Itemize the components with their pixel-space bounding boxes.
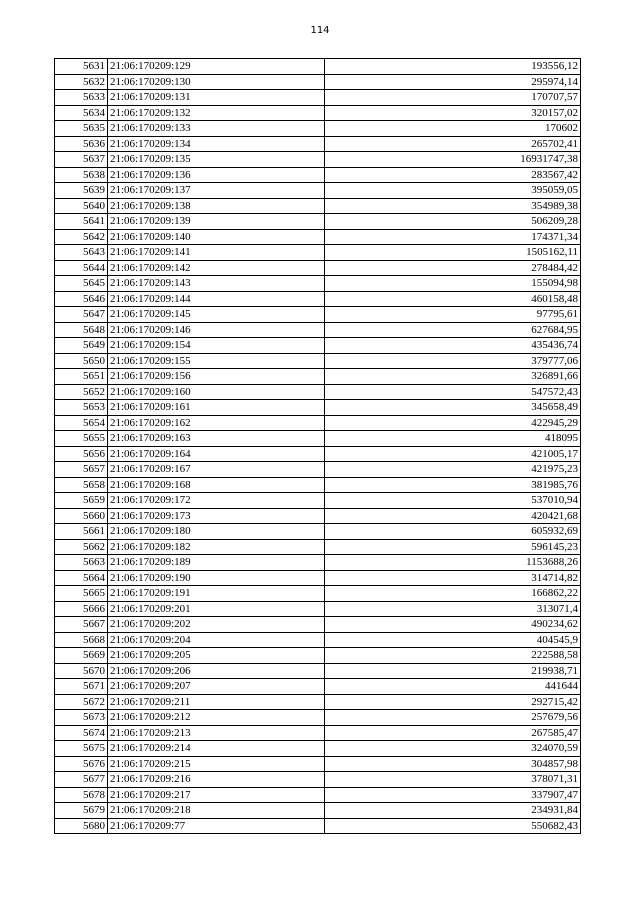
cadastral-value-cell: 283567,42 — [325, 167, 581, 183]
table-row — [55, 229, 581, 245]
cadastral-value-cell: 257679,56 — [325, 710, 581, 726]
cadastral-number-cell: 21:06:170209:145 — [108, 307, 325, 323]
cadastral-value-cell: 550682,43 — [325, 818, 581, 834]
table-row — [55, 601, 581, 617]
cadastral-value-cell: 1153688,26 — [325, 555, 581, 571]
table-row — [55, 539, 581, 555]
table-row — [55, 787, 581, 803]
cadastral-value-cell: 420421,68 — [325, 508, 581, 524]
cadastral-number-cell: 21:06:170209:182 — [108, 539, 325, 555]
row-number-cell: 5670 — [55, 663, 108, 679]
cadastral-number-cell: 21:06:170209:207 — [108, 679, 325, 695]
cadastral-number-cell: 21:06:170209:140 — [108, 229, 325, 245]
table-row — [55, 136, 581, 152]
row-number-cell: 5678 — [55, 787, 108, 803]
table-row — [55, 384, 581, 400]
table-row — [55, 803, 581, 819]
cadastral-number-cell: 21:06:170209:135 — [108, 152, 325, 168]
cadastral-number-cell: 21:06:170209:212 — [108, 710, 325, 726]
cadastral-number-cell: 21:06:170209:206 — [108, 663, 325, 679]
cadastral-number-cell: 21:06:170209:143 — [108, 276, 325, 292]
row-number-cell: 5669 — [55, 648, 108, 664]
cadastral-value-cell: 16931747,38 — [325, 152, 581, 168]
cadastral-value-cell: 435436,74 — [325, 338, 581, 354]
table-row — [55, 369, 581, 385]
cadastral-value-cell: 313071,4 — [325, 601, 581, 617]
cadastral-number-cell: 21:06:170209:189 — [108, 555, 325, 571]
table-row — [55, 570, 581, 586]
table-row — [55, 679, 581, 695]
table-row — [55, 586, 581, 602]
cadastral-value-cell: 421975,23 — [325, 462, 581, 478]
cadastral-value-cell: 378071,31 — [325, 772, 581, 788]
cadastral-value-cell: 354989,38 — [325, 198, 581, 214]
cadastral-number-cell: 21:06:170209:205 — [108, 648, 325, 664]
row-number-cell: 5671 — [55, 679, 108, 695]
table-row — [55, 446, 581, 462]
row-number-cell: 5664 — [55, 570, 108, 586]
row-number-cell: 5637 — [55, 152, 108, 168]
row-number-cell: 5666 — [55, 601, 108, 617]
table-row — [55, 710, 581, 726]
cadastral-number-cell: 21:06:170209:144 — [108, 291, 325, 307]
cadastral-number-cell: 21:06:170209:137 — [108, 183, 325, 199]
row-number-cell: 5680 — [55, 818, 108, 834]
table-row — [55, 74, 581, 90]
cadastral-value-cell: 379777,06 — [325, 353, 581, 369]
table-row — [55, 214, 581, 230]
table-row — [55, 694, 581, 710]
cadastral-value-cell: 222588,58 — [325, 648, 581, 664]
cadastral-value-cell: 320157,02 — [325, 105, 581, 121]
cadastral-value-cell: 460158,48 — [325, 291, 581, 307]
cadastral-number-cell: 21:06:170209:155 — [108, 353, 325, 369]
row-number-cell: 5663 — [55, 555, 108, 571]
cadastral-value-cell: 441644 — [325, 679, 581, 695]
cadastral-value-cell: 265702,41 — [325, 136, 581, 152]
cadastral-value-cell: 337907,47 — [325, 787, 581, 803]
cadastral-number-cell: 21:06:170209:201 — [108, 601, 325, 617]
table-row — [55, 508, 581, 524]
cadastral-value-cell: 304857,98 — [325, 756, 581, 772]
table-row — [55, 493, 581, 509]
cadastral-number-cell: 21:06:170209:214 — [108, 741, 325, 757]
row-number-cell: 5665 — [55, 586, 108, 602]
table-row — [55, 415, 581, 431]
table-row — [55, 245, 581, 261]
cadastral-number-cell: 21:06:170209:139 — [108, 214, 325, 230]
table-row — [55, 90, 581, 106]
cadastral-number-cell: 21:06:170209:160 — [108, 384, 325, 400]
row-number-cell: 5648 — [55, 322, 108, 338]
table-row — [55, 477, 581, 493]
row-number-cell: 5655 — [55, 431, 108, 447]
row-number-cell: 5675 — [55, 741, 108, 757]
table-row — [55, 617, 581, 633]
cadastral-value-cell: 537010,94 — [325, 493, 581, 509]
row-number-cell: 5658 — [55, 477, 108, 493]
cadastral-number-cell: 21:06:170209:133 — [108, 121, 325, 137]
row-number-cell: 5673 — [55, 710, 108, 726]
row-number-cell: 5677 — [55, 772, 108, 788]
cadastral-value-cell: 418095 — [325, 431, 581, 447]
row-number-cell: 5657 — [55, 462, 108, 478]
page-number: 114 — [310, 25, 330, 36]
table-row — [55, 59, 581, 75]
cadastral-value-cell: 421005,17 — [325, 446, 581, 462]
cadastral-value-cell: 267585,47 — [325, 725, 581, 741]
cadastral-value-cell: 490234,62 — [325, 617, 581, 633]
cadastral-value-cell: 381985,76 — [325, 477, 581, 493]
table-row — [55, 400, 581, 416]
cadastral-number-cell: 21:06:170209:146 — [108, 322, 325, 338]
table-row — [55, 276, 581, 292]
row-number-cell: 5631 — [55, 59, 108, 75]
cadastral-number-cell: 21:06:170209:162 — [108, 415, 325, 431]
row-number-cell: 5679 — [55, 803, 108, 819]
table-row — [55, 260, 581, 276]
table-row — [55, 524, 581, 540]
cadastral-value-cell: 596145,23 — [325, 539, 581, 555]
table-row — [55, 756, 581, 772]
row-number-cell: 5654 — [55, 415, 108, 431]
cadastral-number-cell: 21:06:170209:132 — [108, 105, 325, 121]
table-row — [55, 555, 581, 571]
table-row — [55, 121, 581, 137]
table-row — [55, 772, 581, 788]
table-row — [55, 663, 581, 679]
row-number-cell: 5660 — [55, 508, 108, 524]
cadastral-value-cell: 422945,29 — [325, 415, 581, 431]
row-number-cell: 5641 — [55, 214, 108, 230]
cadastral-number-cell: 21:06:170209:190 — [108, 570, 325, 586]
table-row — [55, 725, 581, 741]
cadastral-value-cell: 174371,34 — [325, 229, 581, 245]
table-row — [55, 105, 581, 121]
cadastral-value-cell: 395059,05 — [325, 183, 581, 199]
cadastral-number-cell: 21:06:170209:77 — [108, 818, 325, 834]
table-row — [55, 353, 581, 369]
row-number-cell: 5639 — [55, 183, 108, 199]
row-number-cell: 5656 — [55, 446, 108, 462]
cadastral-number-cell: 21:06:170209:218 — [108, 803, 325, 819]
cadastral-number-cell: 21:06:170209:136 — [108, 167, 325, 183]
row-number-cell: 5636 — [55, 136, 108, 152]
row-number-cell: 5661 — [55, 524, 108, 540]
cadastral-value-cell: 292715,42 — [325, 694, 581, 710]
cadastral-value-cell: 326891,66 — [325, 369, 581, 385]
row-number-cell: 5652 — [55, 384, 108, 400]
cadastral-value-cell: 345658,49 — [325, 400, 581, 416]
table-row — [55, 431, 581, 447]
cadastral-number-cell: 21:06:170209:141 — [108, 245, 325, 261]
cadastral-value-cell: 605932,69 — [325, 524, 581, 540]
cadastral-number-cell: 21:06:170209:138 — [108, 198, 325, 214]
row-number-cell: 5642 — [55, 229, 108, 245]
cadastral-value-cell: 170602 — [325, 121, 581, 137]
cadastral-number-cell: 21:06:170209:172 — [108, 493, 325, 509]
row-number-cell: 5651 — [55, 369, 108, 385]
cadastral-number-cell: 21:06:170209:154 — [108, 338, 325, 354]
cadastral-number-cell: 21:06:170209:213 — [108, 725, 325, 741]
table-row — [55, 741, 581, 757]
cadastral-number-cell: 21:06:170209:217 — [108, 787, 325, 803]
cadastral-number-cell: 21:06:170209:204 — [108, 632, 325, 648]
row-number-cell: 5659 — [55, 493, 108, 509]
cadastral-value-cell: 155094,98 — [325, 276, 581, 292]
row-number-cell: 5653 — [55, 400, 108, 416]
cadastral-number-cell: 21:06:170209:161 — [108, 400, 325, 416]
row-number-cell: 5672 — [55, 694, 108, 710]
row-number-cell: 5676 — [55, 756, 108, 772]
table-row — [55, 818, 581, 834]
row-number-cell: 5649 — [55, 338, 108, 354]
table-row — [55, 632, 581, 648]
row-number-cell: 5643 — [55, 245, 108, 261]
cadastral-value-cell: 234931,84 — [325, 803, 581, 819]
cadastral-value-cell: 1505162,11 — [325, 245, 581, 261]
row-number-cell: 5662 — [55, 539, 108, 555]
cadastral-value-cell: 97795,61 — [325, 307, 581, 323]
row-number-cell: 5644 — [55, 260, 108, 276]
cadastral-value-cell: 166862,22 — [325, 586, 581, 602]
cadastral-number-cell: 21:06:170209:211 — [108, 694, 325, 710]
cadastral-number-cell: 21:06:170209:191 — [108, 586, 325, 602]
row-number-cell: 5647 — [55, 307, 108, 323]
row-number-cell: 5668 — [55, 632, 108, 648]
cadastral-value-cell: 170707,57 — [325, 90, 581, 106]
cadastral-number-cell: 21:06:170209:202 — [108, 617, 325, 633]
cadastral-value-cell: 314714,82 — [325, 570, 581, 586]
table-row — [55, 648, 581, 664]
table-row — [55, 167, 581, 183]
cadastral-value-cell: 193556,12 — [325, 59, 581, 75]
table-body — [55, 59, 581, 834]
cadastral-value-cell: 324070,59 — [325, 741, 581, 757]
cadastral-number-cell: 21:06:170209:167 — [108, 462, 325, 478]
cadastral-number-cell: 21:06:170209:130 — [108, 74, 325, 90]
cadastral-value-cell: 219938,71 — [325, 663, 581, 679]
table-row — [55, 307, 581, 323]
cadastral-number-cell: 21:06:170209:156 — [108, 369, 325, 385]
table-row — [55, 462, 581, 478]
cadastral-value-table — [54, 58, 581, 834]
cadastral-value-cell: 627684,95 — [325, 322, 581, 338]
cadastral-number-cell: 21:06:170209:129 — [108, 59, 325, 75]
table-row — [55, 322, 581, 338]
cadastral-value-cell: 278484,42 — [325, 260, 581, 276]
row-number-cell: 5632 — [55, 74, 108, 90]
table-row — [55, 198, 581, 214]
cadastral-value-cell: 506209,28 — [325, 214, 581, 230]
row-number-cell: 5634 — [55, 105, 108, 121]
cadastral-number-cell: 21:06:170209:216 — [108, 772, 325, 788]
cadastral-number-cell: 21:06:170209:134 — [108, 136, 325, 152]
cadastral-number-cell: 21:06:170209:131 — [108, 90, 325, 106]
cadastral-number-cell: 21:06:170209:163 — [108, 431, 325, 447]
cadastral-number-cell: 21:06:170209:173 — [108, 508, 325, 524]
cadastral-number-cell: 21:06:170209:180 — [108, 524, 325, 540]
row-number-cell: 5674 — [55, 725, 108, 741]
cadastral-value-cell: 404545,9 — [325, 632, 581, 648]
row-number-cell: 5645 — [55, 276, 108, 292]
cadastral-number-cell: 21:06:170209:215 — [108, 756, 325, 772]
cadastral-value-cell: 547572,43 — [325, 384, 581, 400]
row-number-cell: 5646 — [55, 291, 108, 307]
table-row — [55, 291, 581, 307]
table-row — [55, 183, 581, 199]
row-number-cell: 5640 — [55, 198, 108, 214]
table-row — [55, 338, 581, 354]
row-number-cell: 5633 — [55, 90, 108, 106]
cadastral-value-cell: 295974,14 — [325, 74, 581, 90]
cadastral-number-cell: 21:06:170209:168 — [108, 477, 325, 493]
cadastral-number-cell: 21:06:170209:142 — [108, 260, 325, 276]
cadastral-number-cell: 21:06:170209:164 — [108, 446, 325, 462]
row-number-cell: 5650 — [55, 353, 108, 369]
row-number-cell: 5667 — [55, 617, 108, 633]
table-row — [55, 152, 581, 168]
row-number-cell: 5638 — [55, 167, 108, 183]
row-number-cell: 5635 — [55, 121, 108, 137]
